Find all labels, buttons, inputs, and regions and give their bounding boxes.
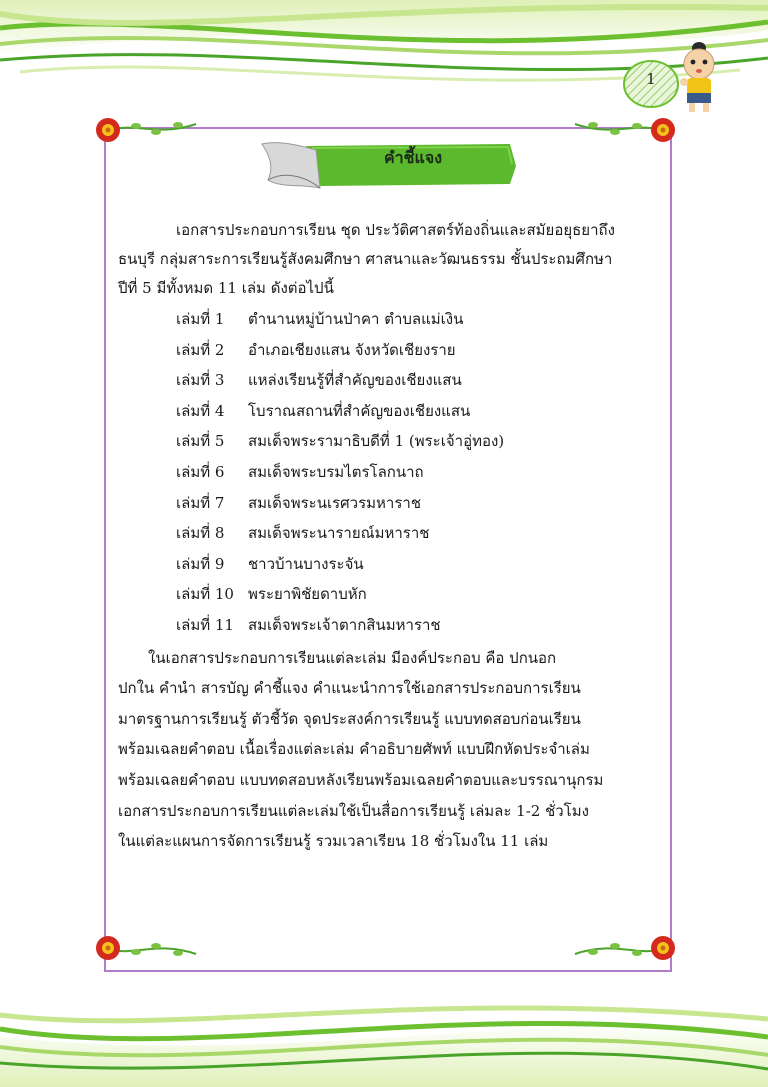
volume-number: เล่มที่ 6 [176, 462, 225, 481]
page-title: คำชี้แจง [383, 148, 443, 167]
volume-number: เล่มที่ 2 [176, 340, 225, 359]
volume-title: อำเภอเชียงแสน จังหวัดเชียงราย [248, 340, 456, 359]
volume-item [118, 549, 666, 580]
components-line: พร้อมเฉลยคำตอบ แบบทดสอบหลังเรียนพร้อมเฉลยคำตอบและบรรณานุกรม [118, 770, 604, 789]
volume-item [118, 488, 666, 519]
volume-title: ตำนานหมู่บ้านป่าคา ตำบลแม่เงิน [248, 310, 464, 328]
volume-number: เล่มที่ 5 [176, 432, 225, 451]
components-line: พร้อมเฉลยคำตอบ เนื้อเรื่องแต่ละเล่ม คำอธิบายศัพท์ แบบฝึกหัดประจำเล่ม [118, 740, 590, 759]
page-number: 1 [646, 70, 656, 88]
volume-item [118, 304, 666, 335]
volume-item [118, 610, 666, 641]
volume-item [118, 518, 666, 549]
components-line: ในเอกสารประกอบการเรียนแต่ละเล่ม มีองค์ประกอบ คือ ปกนอก [148, 648, 557, 667]
flower-vine-top-left-icon [86, 110, 206, 150]
flower-vine-bottom-right-icon [565, 928, 685, 968]
components-paragraph [118, 643, 666, 857]
bottom-decorative-border [0, 967, 768, 1087]
components-line: เอกสารประกอบการเรียนแต่ละเล่มใช้เป็นสื่อการเรียนรู้ เล่มละ 1-2 ชั่วโมง [118, 801, 589, 820]
volume-title: โบราณสถานที่สำคัญของเชียงแสน [248, 401, 471, 420]
volume-number: เล่มที่ 11 [176, 615, 234, 634]
volume-item [118, 457, 666, 488]
volume-item [118, 579, 666, 610]
volume-number: เล่มที่ 1 [176, 310, 225, 328]
volume-title: แหล่งเรียนรู้ที่สำคัญของเชียงแสน [248, 371, 462, 390]
intro-line: ปีที่ 5 มีทั้งหมด 11 เล่ม ดังต่อไปนี้ [118, 279, 334, 297]
intro-paragraph [118, 216, 666, 303]
volume-number: เล่มที่ 4 [176, 401, 225, 420]
flower-vine-top-right-icon [565, 110, 685, 150]
volume-title: สมเด็จพระบรมไตรโลกนาถ [248, 462, 424, 481]
volume-number: เล่มที่ 8 [176, 524, 225, 543]
volume-number: เล่มที่ 3 [176, 371, 225, 390]
volume-title: สมเด็จพระนเรศวรมหาราช [248, 493, 421, 512]
child-mascot-icon [676, 36, 722, 114]
volume-title: ชาวบ้านบางระจัน [248, 554, 364, 573]
components-line: มาตรฐานการเรียนรู้ ตัวชี้วัด จุดประสงค์การเรียนรู้ แบบทดสอบก่อนเรียน [118, 709, 581, 728]
document-body [118, 216, 666, 857]
volume-number: เล่มที่ 7 [176, 493, 225, 512]
volume-title: สมเด็จพระนารายณ์มหาราช [248, 524, 430, 543]
volume-item [118, 396, 666, 427]
components-line: ในแต่ละแผนการจัดการเรียนรู้ รวมเวลาเรียน 18 ชั่วโมงใน 11 เล่ม [118, 832, 549, 851]
volume-item [118, 426, 666, 457]
components-line: ปกใน คำนำ สารบัญ คำชี้แจง คำแนะนำการใช้เอกสารประกอบการเรียน [118, 679, 581, 698]
volume-title: สมเด็จพระรามาธิบดีที่ 1 (พระเจ้าอู่ทอง) [248, 432, 505, 451]
page-number-badge [622, 58, 680, 110]
intro-line: เอกสารประกอบการเรียน ชุด ประวัติศาสตร์ท้องถิ่นและสมัยอยุธยาถึง [176, 221, 615, 239]
volume-item [118, 365, 666, 396]
flower-vine-bottom-left-icon [86, 928, 206, 968]
volume-number: เล่มที่ 10 [176, 585, 234, 604]
volume-title: พระยาพิชัยดาบหัก [248, 585, 367, 604]
volume-item [118, 335, 666, 366]
volume-title: สมเด็จพระเจ้าตากสินมหาราช [248, 615, 441, 634]
volume-list [118, 304, 666, 641]
intro-line: ธนบุรี กลุ่มสาระการเรียนรู้สังคมศึกษา ศาสนาและวัฒนธรรม ชั้นประถมศึกษา [118, 250, 613, 268]
volume-number: เล่มที่ 9 [176, 554, 225, 573]
